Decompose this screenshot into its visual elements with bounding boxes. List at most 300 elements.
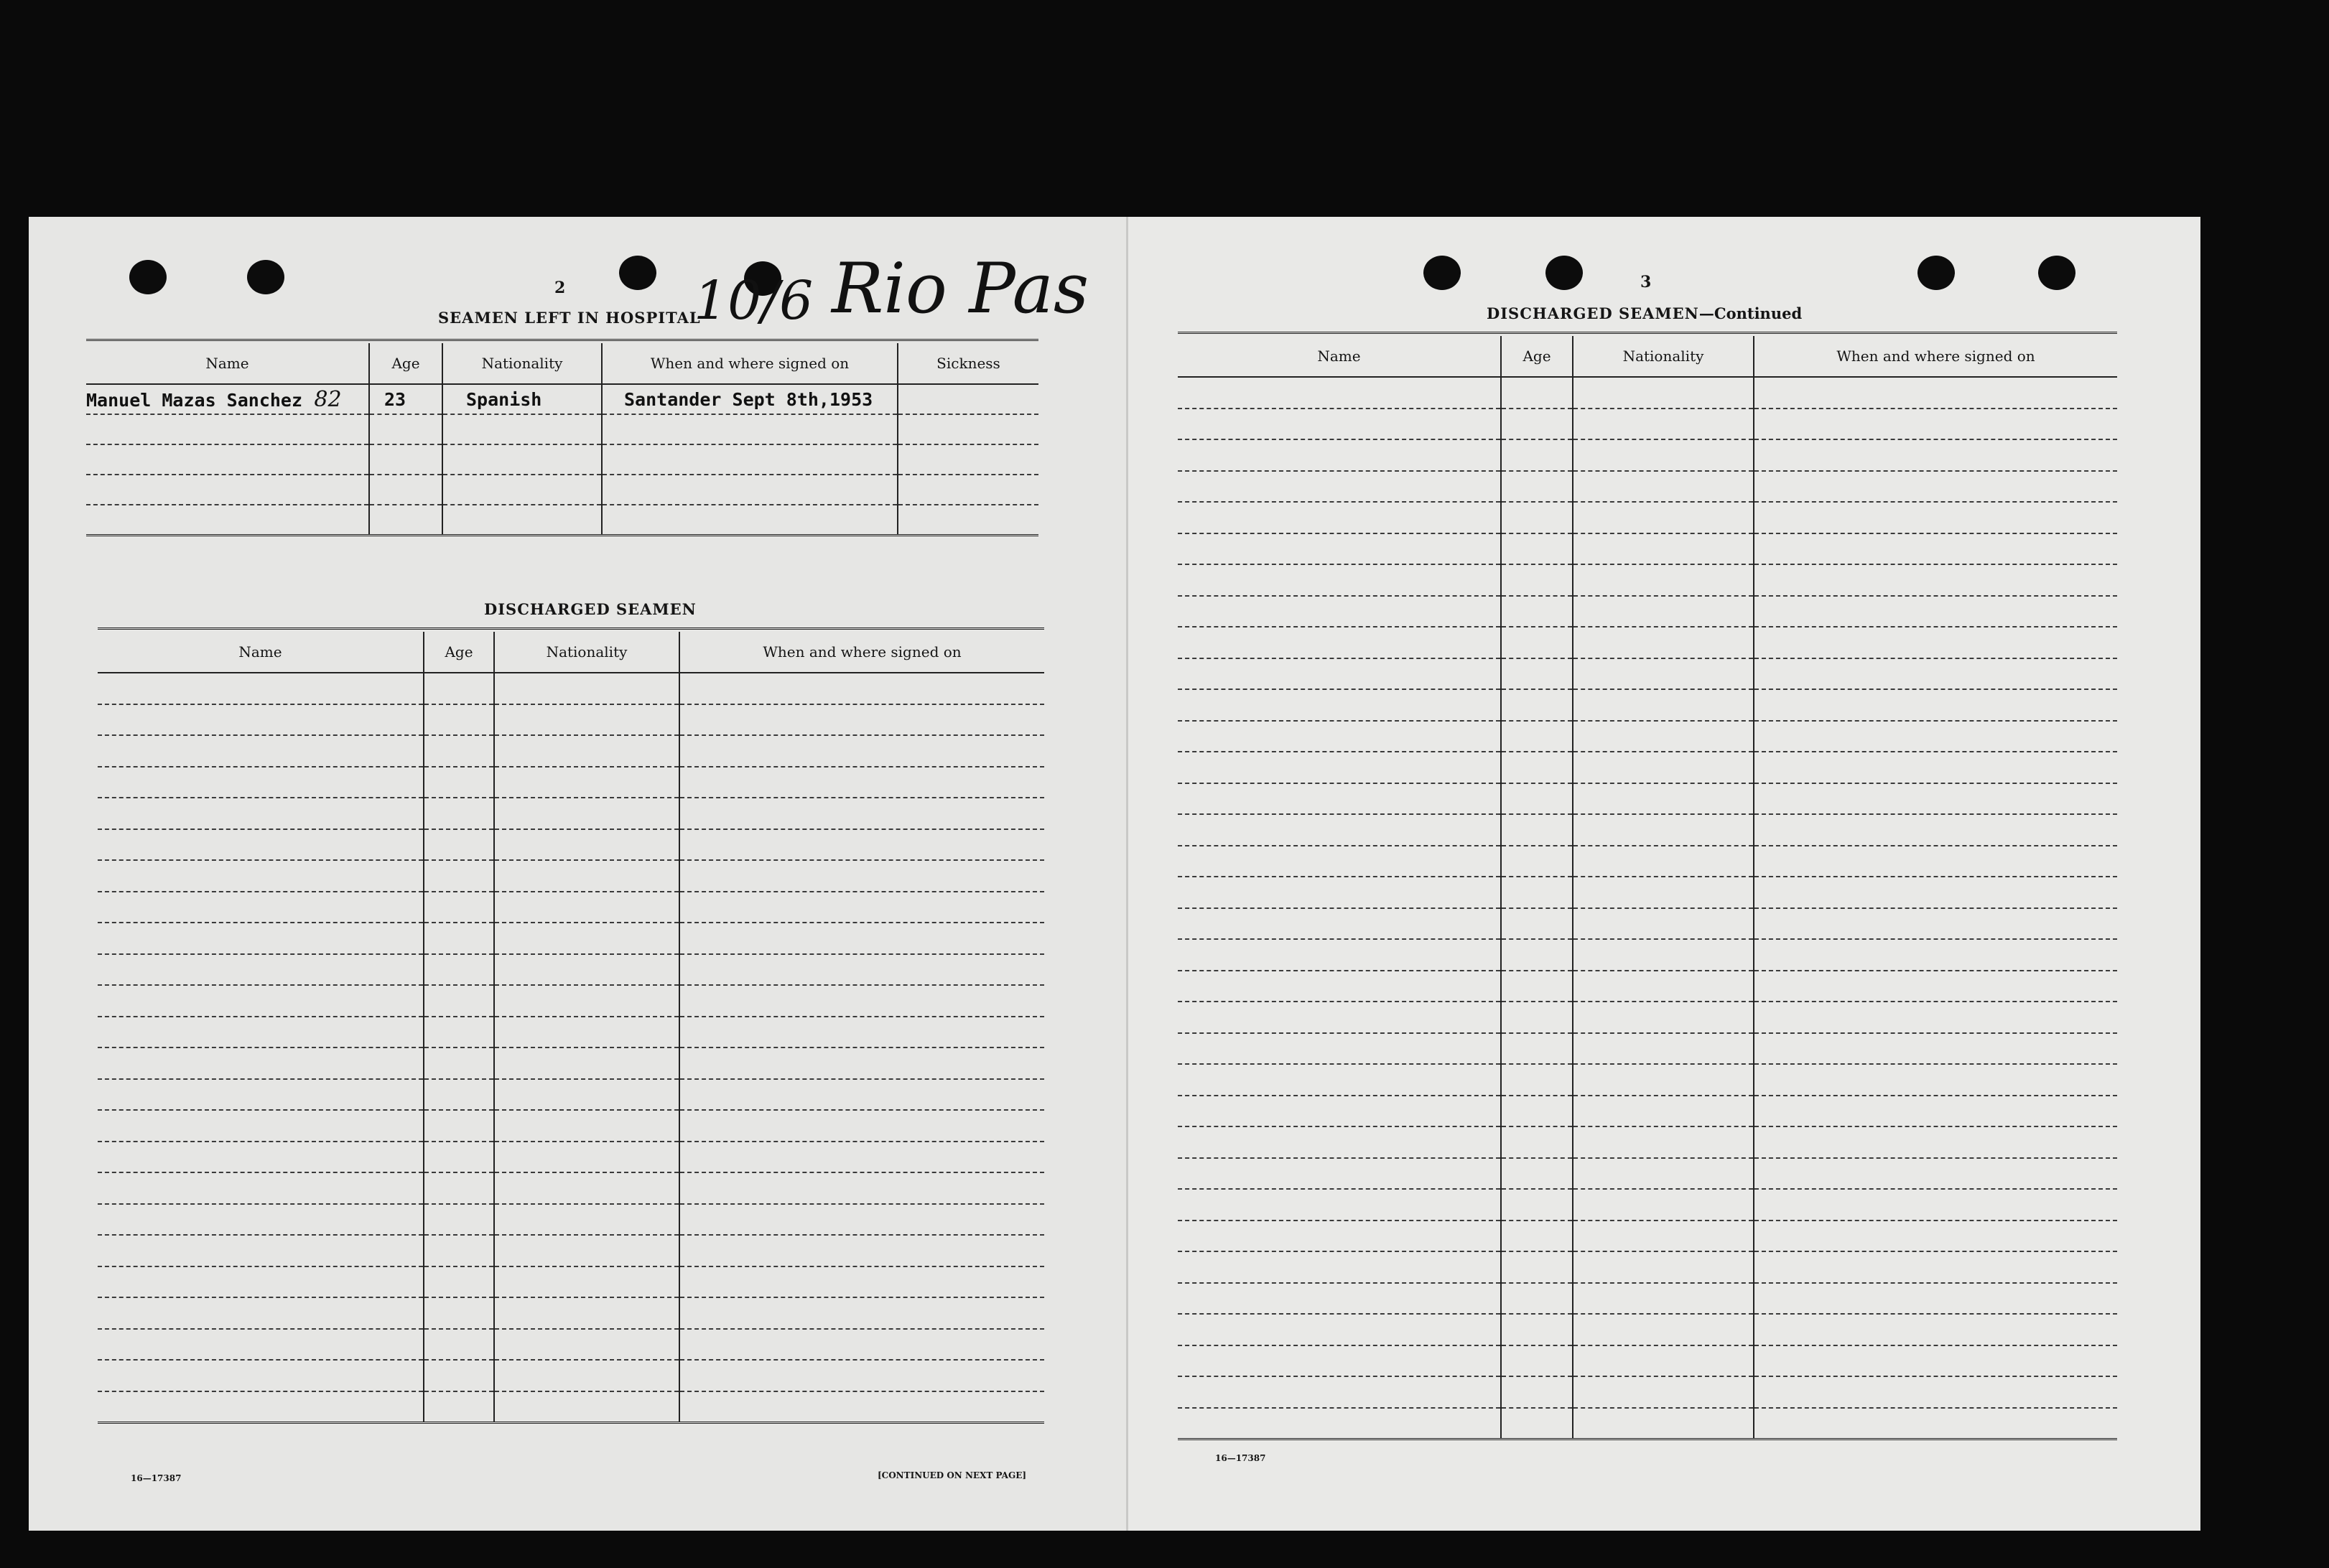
table-cell	[424, 1017, 494, 1048]
seaman-signed-on: Santander Sept 8th,1953	[624, 388, 873, 410]
table-row	[1178, 877, 2117, 908]
table-cell	[1754, 877, 2117, 908]
table-cell	[424, 954, 494, 986]
table-cell	[424, 1047, 494, 1079]
table-cell	[1573, 502, 1754, 533]
table-cell	[1501, 471, 1573, 503]
table-cell	[98, 1079, 424, 1111]
section-rule	[98, 627, 1044, 630]
table-cell	[1573, 908, 1754, 940]
table-row	[98, 1204, 1044, 1236]
table-cell	[1501, 1408, 1573, 1439]
table-cell	[679, 1297, 1044, 1329]
table-cell	[679, 1266, 1044, 1298]
table-cell	[1754, 1126, 2117, 1158]
column-header: Age	[1501, 336, 1573, 377]
table-row	[1178, 564, 2117, 596]
table-cell	[1754, 1221, 2117, 1252]
table-row	[98, 954, 1044, 986]
table-cell	[98, 735, 424, 767]
table-cell	[1754, 971, 2117, 1002]
column-header: Name	[1178, 336, 1501, 377]
table-cell	[424, 735, 494, 767]
table-cell	[1501, 877, 1573, 908]
table-cell	[1754, 1189, 2117, 1221]
table-cell	[1178, 471, 1501, 503]
table-cell	[1754, 721, 2117, 752]
table-cell	[98, 798, 424, 829]
discharged-section-title: DISCHARGED SEAMEN	[484, 600, 697, 618]
table-cell	[1178, 1283, 1501, 1315]
table-row	[1178, 1189, 2117, 1221]
table-cell	[1754, 502, 2117, 533]
column-header: Age	[369, 343, 442, 384]
table-cell	[1178, 1345, 1501, 1377]
table-cell	[1501, 1251, 1573, 1283]
table-cell	[424, 1110, 494, 1142]
table-cell	[1501, 533, 1573, 565]
table-cell	[424, 767, 494, 798]
table-cell	[98, 1142, 424, 1173]
column-header: When and where signed on	[679, 632, 1044, 673]
table-row	[1178, 752, 2117, 783]
table-cell	[1178, 1096, 1501, 1127]
table-cell	[1754, 783, 2117, 815]
table-cell	[1501, 908, 1573, 940]
table-cell	[494, 673, 679, 704]
form-number: 16—17387	[131, 1473, 182, 1483]
table-cell	[1573, 471, 1754, 503]
table-cell	[1573, 1408, 1754, 1439]
table-cell	[1501, 721, 1573, 752]
table-cell	[98, 892, 424, 923]
column-header: When and where signed on	[602, 343, 898, 384]
seaman-age: 23	[384, 388, 406, 410]
table-cell	[1501, 502, 1573, 533]
table-cell	[424, 1079, 494, 1111]
table-cell	[494, 1391, 679, 1423]
punch-hole	[1917, 256, 1955, 290]
seaman-sickness-cell	[898, 384, 1038, 414]
table-cell	[1178, 1126, 1501, 1158]
table-cell	[679, 1391, 1044, 1423]
table-cell	[679, 954, 1044, 986]
table-cell	[494, 704, 679, 736]
table-cell	[1754, 1251, 2117, 1283]
table-cell	[494, 1017, 679, 1048]
table-cell	[1754, 1408, 2117, 1439]
table-cell	[424, 673, 494, 704]
table-cell	[1754, 908, 2117, 940]
table-cell	[1501, 1158, 1573, 1190]
table-cell	[494, 1110, 679, 1142]
table-cell	[494, 1204, 679, 1236]
table-cell	[1573, 1002, 1754, 1033]
table-cell	[1573, 1158, 1754, 1190]
table-row	[1178, 377, 2117, 409]
table-cell	[1754, 1283, 2117, 1315]
table-row	[98, 1329, 1044, 1361]
table-cell	[424, 1142, 494, 1173]
table-cell	[1754, 1002, 2117, 1033]
table-cell	[1573, 1126, 1754, 1158]
table-cell	[98, 985, 424, 1017]
table-cell	[494, 829, 679, 861]
table-row	[98, 704, 1044, 736]
table-cell	[679, 735, 1044, 767]
table-cell	[1501, 658, 1573, 690]
table-cell	[1573, 1189, 1754, 1221]
table-cell	[494, 798, 679, 829]
table-cell	[494, 1172, 679, 1204]
table-cell	[98, 860, 424, 892]
table-cell	[1573, 971, 1754, 1002]
table-cell	[424, 985, 494, 1017]
table-row	[1178, 439, 2117, 471]
table-cell	[494, 1266, 679, 1298]
table-cell	[494, 1329, 679, 1361]
table-cell	[1501, 1002, 1573, 1033]
table-cell	[1754, 439, 2117, 471]
table-cell	[98, 767, 424, 798]
table-row	[98, 923, 1044, 954]
table-row	[1178, 658, 2117, 690]
seaman-nationality: Spanish	[466, 388, 542, 410]
table-cell	[1178, 377, 1501, 409]
table-row	[98, 673, 1044, 704]
seaman-signed-on-cell	[602, 384, 898, 414]
table-cell	[1178, 783, 1501, 815]
table-cell	[1754, 471, 2117, 503]
table-cell	[1573, 1251, 1754, 1283]
table-cell	[1754, 1096, 2117, 1127]
table-row	[98, 1235, 1044, 1266]
table-cell	[1501, 1221, 1573, 1252]
table-cell	[1178, 1376, 1501, 1408]
table-cell	[1501, 971, 1573, 1002]
table-cell	[1178, 939, 1501, 971]
table-row	[86, 444, 1038, 475]
table-cell	[1178, 752, 1501, 783]
table-cell	[494, 1142, 679, 1173]
table-cell	[1754, 409, 2117, 440]
table-cell	[1573, 564, 1754, 596]
table-row	[1178, 627, 2117, 658]
table-cell	[1178, 596, 1501, 627]
punch-hole	[1545, 256, 1583, 290]
hospital-section-title: SEAMEN LEFT IN HOSPITAL	[438, 309, 701, 327]
table-cell	[1178, 533, 1501, 565]
column-header: Sickness	[898, 343, 1038, 384]
punch-hole	[619, 256, 656, 290]
table-cell	[1501, 939, 1573, 971]
table-cell	[1754, 939, 2117, 971]
table-cell	[98, 1391, 424, 1423]
table-cell	[1178, 627, 1501, 658]
table-cell	[1754, 689, 2117, 721]
table-cell	[98, 1204, 424, 1236]
table-cell	[1501, 1345, 1573, 1377]
table-cell	[1178, 658, 1501, 690]
table-cell	[1178, 502, 1501, 533]
table-cell	[1573, 814, 1754, 846]
column-header: When and where signed on	[1754, 336, 2117, 377]
table-cell	[679, 1142, 1044, 1173]
table-cell	[494, 923, 679, 954]
table-cell	[1573, 1376, 1754, 1408]
table-cell	[1573, 658, 1754, 690]
table-cell	[1754, 533, 2117, 565]
table-cell	[1501, 564, 1573, 596]
table-cell	[1573, 1033, 1754, 1065]
table-cell	[1573, 1221, 1754, 1252]
table-cell	[1178, 1408, 1501, 1439]
table-cell	[679, 1079, 1044, 1111]
column-header: Nationality	[442, 343, 602, 384]
table-cell	[424, 704, 494, 736]
table-cell	[424, 1360, 494, 1391]
table-cell	[1178, 439, 1501, 471]
table-row	[1178, 1283, 2117, 1315]
table-cell	[1573, 877, 1754, 908]
table-cell	[424, 892, 494, 923]
table-row	[98, 1079, 1044, 1111]
table-cell	[1573, 783, 1754, 815]
section-rule	[1178, 332, 2117, 334]
table-row	[98, 1110, 1044, 1142]
table-row	[1178, 1158, 2117, 1190]
table-cell	[1573, 627, 1754, 658]
discharged-table	[98, 632, 1044, 1424]
table-cell	[679, 767, 1044, 798]
table-cell	[1178, 971, 1501, 1002]
table-cell	[679, 798, 1044, 829]
table-cell	[98, 1047, 424, 1079]
table-cell	[98, 829, 424, 861]
column-header: Name	[86, 343, 369, 384]
table-cell	[1178, 1064, 1501, 1096]
table-cell	[424, 1172, 494, 1204]
table-cell	[1178, 721, 1501, 752]
column-header: Name	[98, 632, 424, 673]
table-row	[1178, 1221, 2117, 1252]
table-cell	[679, 673, 1044, 704]
table-row	[1178, 1064, 2117, 1096]
table-cell	[679, 1172, 1044, 1204]
handwritten-number: 10/6	[694, 270, 814, 332]
table-row	[1178, 471, 2117, 503]
table-cell	[1573, 939, 1754, 971]
table-row	[86, 475, 1038, 505]
table-cell	[1178, 814, 1501, 846]
table-cell	[1501, 1033, 1573, 1065]
table-cell	[1754, 752, 2117, 783]
table-cell	[98, 1360, 424, 1391]
table-cell	[1754, 627, 2117, 658]
table-cell	[1754, 846, 2117, 877]
table-cell	[1573, 409, 1754, 440]
table-cell	[1178, 1033, 1501, 1065]
table-cell	[1501, 752, 1573, 783]
table-row	[1178, 502, 2117, 533]
table-cell	[494, 1079, 679, 1111]
table-row	[1178, 409, 2117, 440]
table-cell	[679, 892, 1044, 923]
table-cell	[1754, 1158, 2117, 1190]
table-cell	[679, 860, 1044, 892]
table-cell	[1501, 1283, 1573, 1315]
table-row	[98, 1360, 1044, 1391]
table-cell	[1754, 658, 2117, 690]
table-row	[98, 1391, 1044, 1423]
table-cell	[1501, 846, 1573, 877]
table-cell	[98, 923, 424, 954]
section-rule	[86, 339, 1038, 341]
table-cell	[1501, 1376, 1573, 1408]
table-row	[98, 735, 1044, 767]
table-cell	[1178, 689, 1501, 721]
column-header: Age	[424, 632, 494, 673]
table-cell	[1573, 752, 1754, 783]
table-cell	[1501, 1096, 1573, 1127]
table-cell	[98, 954, 424, 986]
column-header: Nationality	[494, 632, 679, 673]
table-cell	[424, 1329, 494, 1361]
table-row	[98, 829, 1044, 861]
table-cell	[424, 1204, 494, 1236]
seaman-nationality-cell	[442, 384, 602, 414]
table-cell	[1501, 627, 1573, 658]
table-cell	[1573, 1345, 1754, 1377]
table-row	[98, 860, 1044, 892]
discharged-continued-title: DISCHARGED SEAMEN—Continued	[1487, 304, 1803, 322]
table-cell	[424, 1391, 494, 1423]
hospital-table	[86, 343, 1038, 536]
table-cell	[1501, 596, 1573, 627]
table-row	[1178, 721, 2117, 752]
table-row	[86, 414, 1038, 444]
table-cell	[424, 923, 494, 954]
table-cell	[1178, 1002, 1501, 1033]
table-cell	[424, 829, 494, 861]
table-row	[1178, 908, 2117, 940]
table-cell	[1501, 689, 1573, 721]
table-cell	[1501, 377, 1573, 409]
table-cell	[1501, 1064, 1573, 1096]
table-cell	[1178, 409, 1501, 440]
table-cell	[1178, 1189, 1501, 1221]
table-cell	[494, 892, 679, 923]
table-cell	[98, 1266, 424, 1298]
punch-hole	[2038, 256, 2075, 290]
continued-note: [CONTINUED ON NEXT PAGE]	[878, 1470, 1027, 1480]
table-row	[86, 384, 1038, 414]
page-fold	[1126, 217, 1128, 1531]
seaman-age-cell	[369, 384, 442, 414]
table-cell	[1573, 1096, 1754, 1127]
table-cell	[98, 1235, 424, 1266]
column-header: Nationality	[1573, 336, 1754, 377]
table-cell	[1573, 533, 1754, 565]
table-cell	[1178, 564, 1501, 596]
table-cell	[679, 1329, 1044, 1361]
table-cell	[1501, 1314, 1573, 1345]
table-cell	[98, 1329, 424, 1361]
table-cell	[1754, 564, 2117, 596]
table-cell	[98, 1172, 424, 1204]
table-row	[1178, 1251, 2117, 1283]
table-row	[1178, 814, 2117, 846]
table-row	[1178, 1408, 2117, 1439]
table-cell	[98, 704, 424, 736]
table-cell	[98, 1297, 424, 1329]
table-row	[1178, 783, 2117, 815]
punch-hole	[1423, 256, 1461, 290]
table-row	[98, 1142, 1044, 1173]
table-cell	[679, 985, 1044, 1017]
table-row	[1178, 1314, 2117, 1345]
table-cell	[1573, 721, 1754, 752]
table-row	[98, 798, 1044, 829]
table-cell	[1573, 1064, 1754, 1096]
table-cell	[494, 1297, 679, 1329]
table-row	[1178, 1033, 2117, 1065]
table-cell	[1754, 1064, 2117, 1096]
punch-hole	[247, 260, 284, 294]
table-row	[1178, 939, 2117, 971]
table-cell	[494, 1235, 679, 1266]
table-cell	[424, 860, 494, 892]
table-cell	[679, 1204, 1044, 1236]
table-cell	[1754, 377, 2117, 409]
table-row	[98, 1047, 1044, 1079]
table-row	[98, 1297, 1044, 1329]
table-cell	[1754, 1033, 2117, 1065]
page-number: 2	[554, 279, 566, 297]
table-cell	[1178, 846, 1501, 877]
table-cell	[1573, 596, 1754, 627]
table-cell	[1178, 1314, 1501, 1345]
table-cell	[1501, 439, 1573, 471]
table-row	[1178, 846, 2117, 877]
table-cell	[424, 1235, 494, 1266]
table-row	[98, 1172, 1044, 1204]
table-row	[1178, 971, 2117, 1002]
table-cell	[1501, 1189, 1573, 1221]
table-cell	[1178, 877, 1501, 908]
table-cell	[1573, 439, 1754, 471]
table-cell	[1754, 1345, 2117, 1377]
table-row	[98, 1266, 1044, 1298]
form-number: 16—17387	[1215, 1453, 1266, 1463]
handwritten-place: Rio Pas	[832, 248, 1089, 329]
table-cell	[679, 923, 1044, 954]
table-cell	[1573, 689, 1754, 721]
table-cell	[494, 735, 679, 767]
table-cell	[424, 1266, 494, 1298]
table-row	[1178, 689, 2117, 721]
table-cell	[1573, 846, 1754, 877]
table-cell	[679, 1017, 1044, 1048]
table-cell	[1178, 1251, 1501, 1283]
table-row	[98, 892, 1044, 923]
table-cell	[494, 985, 679, 1017]
table-cell	[1178, 1221, 1501, 1252]
punch-hole	[129, 260, 167, 294]
table-cell	[1501, 1126, 1573, 1158]
table-cell	[424, 1297, 494, 1329]
page-number: 3	[1640, 273, 1652, 291]
